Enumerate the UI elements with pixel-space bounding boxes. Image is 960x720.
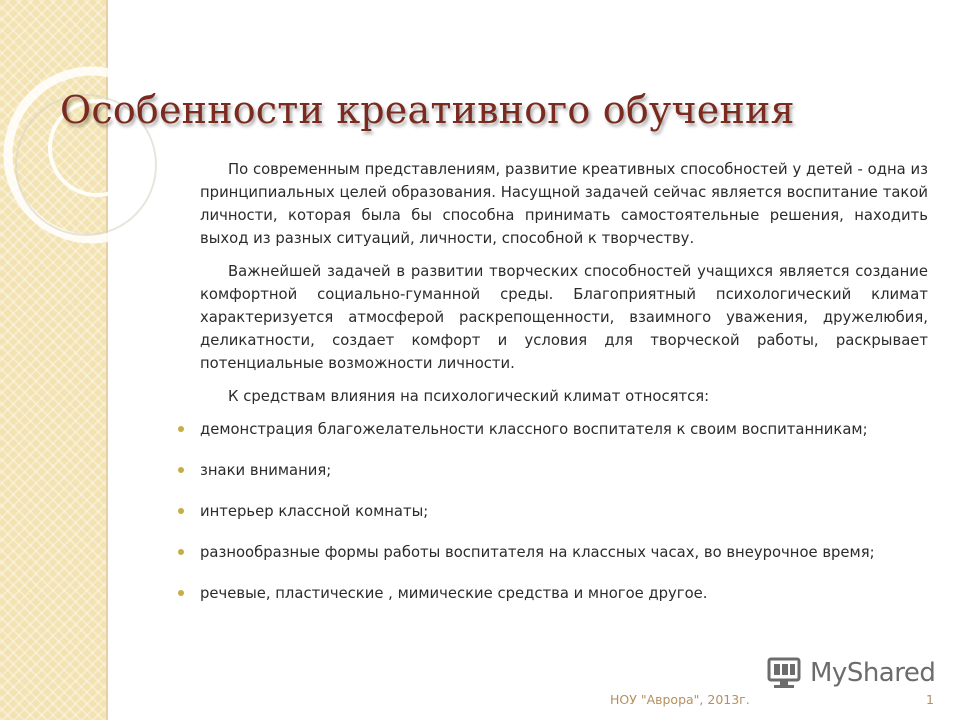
page-number: 1 [926,692,934,707]
decorative-rings [0,0,200,300]
footer-organization: НОУ "Аврора", 2013г. [610,692,750,707]
watermark-text: MyShared [810,658,936,688]
bullet-dot-icon [178,590,184,596]
bullet-text: разнообразные формы работы воспитателя на классных часах, во внеурочное время; [200,544,875,561]
bullet-dot-icon [178,549,184,555]
bullet-item [200,541,928,564]
bullet-item [200,418,928,441]
bullet-text: интерьер классной комнаты; [200,503,429,520]
bullet-dot-icon [178,508,184,514]
bullet-item [200,500,928,523]
paragraph: К средствам влияния на психологический климат относятся: [228,388,710,405]
bullet-text: демонстрация благожелательности классного воспитателя к своим воспитанникам; [200,421,868,438]
monitor-icon [766,656,806,690]
paragraph: Важнейшей задачей в развитии творческих способностей учащихся является создание комфортной социально-гуманной среды. Благоприятный психологический климат характеризуется атмосферой раскрепощенности, взаимного уважения, дружелюбия, деликатности, создает комфорт и условия для творческой работы, раскрывает потенциальные возможности личности. [200,263,928,372]
paragraph: По современным представлениям, развитие креативных способностей у детей - одна из принципиальных целей образования. Насущной задачей сейчас является воспитание такой личности, которая была бы способна принимать самостоятельные решения, находить выход из разных ситуаций, личности, способной к творчеству. [200,161,928,247]
slide-body [200,158,928,623]
slide-title: Особенности креативного обучения [60,88,795,132]
bullet-dot-icon [178,426,184,432]
bullet-item [200,459,928,482]
bullet-list [200,418,928,605]
bullet-item [200,582,928,605]
myshared-watermark [766,656,935,690]
bullet-text: знаки внимания; [200,462,332,479]
bullet-text: речевые, пластические , мимические средства и многое другое. [200,585,708,602]
bullet-dot-icon [178,467,184,473]
